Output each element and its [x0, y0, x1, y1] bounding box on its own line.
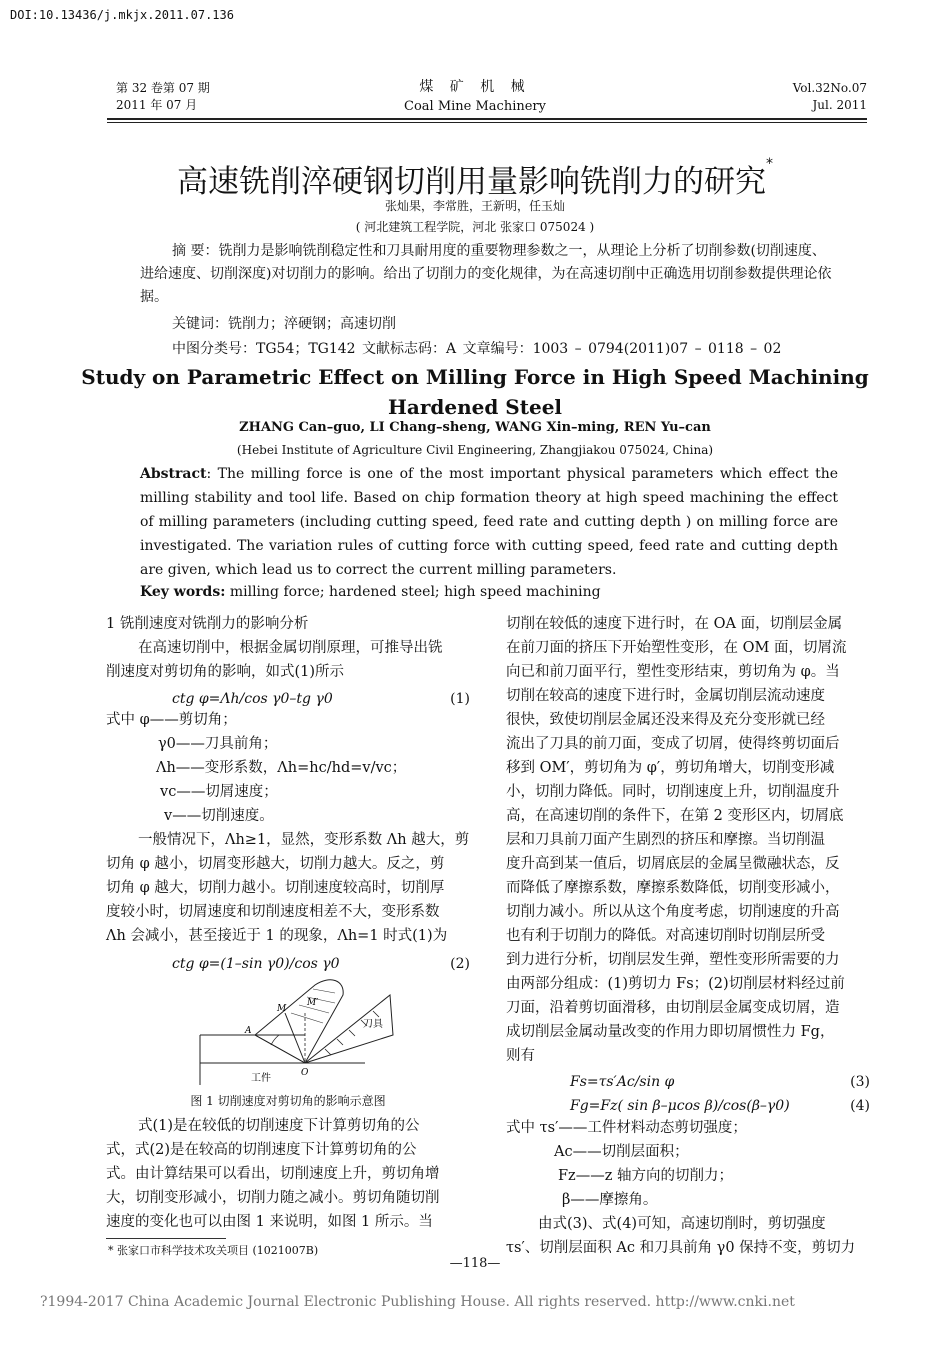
point-m-label: M [277, 1004, 287, 1014]
paragraph-line: 式，式(2)是在较高的切削速度下计算剪切角的公 [106, 1142, 417, 1158]
footnote-rule [106, 1238, 226, 1239]
paragraph-line: 也有利于切削力的降低。对高速切削时切削层所受 [506, 928, 825, 944]
cn-keywords: 关键词：铣削力；淬硬钢；高速切削 [172, 316, 396, 332]
where-line: 式中 τs′——工件材料动态剪切强度； [506, 1120, 747, 1136]
en-affiliation: (Hebei Institute of Agriculture Civil Engineering, Zhangjiakou 075024, China) [236, 443, 714, 457]
paragraph-line: 则有 [506, 1048, 535, 1064]
cn-affiliation: ( 河北建筑工程学院，河北 张家口 075024 ) [355, 220, 595, 234]
paragraph-line: 在高速切削中，根据金属切削原理，可推导出铣 [138, 640, 443, 656]
where-line: vc——切屑速度； [160, 784, 278, 800]
equation-2: ctg φ=(1–sin γ0)/cos γ0 [172, 956, 340, 972]
paragraph-line: 流出了刀具的前刀面，变成了切屑，使得终剪切面后 [506, 736, 840, 752]
title-footnote-mark: * [766, 156, 773, 172]
paragraph-line: 移到 OM′，剪切角为 φ′，剪切角增大，切削变形减 [506, 760, 835, 776]
paragraph-line: 一般情况下，Λh≥1，显然，变形系数 Λh 越大，剪 [138, 832, 470, 848]
en-title-line1: Study on Parametric Effect on Milling Force in High Speed Machining [81, 365, 869, 389]
year-month: 2011 年 07 月 [116, 98, 198, 112]
en-abstract-label: Abstract [140, 466, 207, 482]
journal-name-cn: 煤 矿 机 械 [419, 79, 531, 95]
en-abstract-text: : The milling force is one of the most important physical parameters which effect the milling stability and tool life. Based on chip formation theory at high speed machining the effect of milling parameters (including cutting speed, feed rate and cutting depth ) on milling force are investigated. The variation rules of cutting force with cutting speed, feed rate and cutting depth are given, which lead us to correct the current milling parameters. [140, 466, 838, 578]
point-mprime-label: M′ [307, 998, 319, 1008]
tool-label: 刀具 [363, 1019, 383, 1030]
equation-1: ctg φ=Λh/cos γ0–tg γ0 [172, 691, 333, 707]
cnki-copyright: ?1994-2017 China Academic Journal Electronic Publishing House. All rights reserved. http://www.cnki.net [40, 1294, 795, 1310]
en-keywords-text: milling force; hardened steel; high speed machining [225, 584, 601, 600]
paragraph-line: 成切削层金属动量改变的作用力即切屑惯性力 Fg， [506, 1024, 835, 1040]
en-authors: ZHANG Can–guo, LI Chang–sheng, WANG Xin–ming, REN Yu–can [239, 420, 711, 435]
paragraph-line: 高，在高速切削的条件下，在第 2 变形区内，切屑底 [506, 808, 844, 824]
paragraph-line: 式(1)是在较低的切削速度下计算剪切角的公 [138, 1118, 420, 1134]
where-line: Ac——切削层面积； [554, 1144, 689, 1160]
paragraph-line: 切削力减小。所以从这个角度考虑，切削速度的升高 [506, 904, 840, 920]
where-line: γ0——刀具前角； [158, 736, 278, 752]
doi-line: DOI:10.13436/j.mkjx.2011.07.136 [10, 8, 234, 22]
cn-abstract: 摘 要：铣削力是影响铣削稳定性和刀具耐用度的重要物理参数之一，从理论上分析了切削参数(切削速度、进给速度、切削深度)对切削力的影响。给出了切削力的变化规律，为在高速切削中正确选用切削参数提供理论依据。 [140, 243, 832, 305]
en-keywords-label: Key words: [140, 584, 226, 600]
paragraph-line: 切角 φ 越大，切削力越小。切削速度较高时，切削厚 [106, 880, 445, 896]
paragraph-line: 切削在较高的速度下进行时，金属切削层流动速度 [506, 688, 825, 704]
header-rule-thin [107, 122, 867, 123]
cn-classification: 中图分类号：TG54；TG142 文献标志码：A 文章编号：1003 – 0794(2011)07 – 0118 – 02 [172, 341, 782, 357]
paragraph-line: 切角 φ 越小，切屑变形越大，切削力越大。反之，剪 [106, 856, 445, 872]
equation-3: Fs=τs′Ac/sin φ [570, 1074, 675, 1090]
page-number: —118— [449, 1256, 501, 1271]
shear-angle-diagram [195, 975, 395, 1085]
paragraph-line: 式。由计算结果可以看出，切削速度上升，剪切角增 [106, 1166, 440, 1182]
right-column [506, 612, 870, 1262]
paragraph-line: 在前刀面的挤压下开始塑性变形，在 OM 面，切屑流 [506, 640, 847, 656]
equation-4-number: (4) [850, 1098, 870, 1114]
point-o-label: O [301, 1068, 309, 1078]
paragraph-line: 到力进行分析，切削层发生弹，塑性变形所需要的力 [506, 952, 840, 968]
en-title [0, 362, 950, 422]
en-title-line2: Hardened Steel [387, 395, 563, 419]
left-column-continued [106, 1114, 470, 1234]
paragraph-line: 向已和前刀面平行，塑性变形结束，剪切角为 φ。当 [506, 664, 840, 680]
workpiece-label: 工件 [251, 1073, 271, 1084]
paragraph-line: 小，切削力降低。同时，切削速度上升，切削温度升 [506, 784, 840, 800]
figure-1 [195, 975, 395, 1085]
paragraph-line: 大，切削变形减小，切削力随之减小。剪切角随切削 [106, 1190, 440, 1206]
paragraph-line: Λh 会减小，甚至接近于 1 的现象，Λh=1 时式(1)为 [106, 928, 448, 944]
volume-en: Vol.32No.07 [792, 81, 867, 95]
volume-issue: 第 32 卷第 07 期 [116, 81, 210, 95]
equation-1-number: (1) [450, 691, 470, 707]
paragraph-line: 削速度对剪切角的影响，如式(1)所示 [106, 664, 345, 680]
journal-name-en: Coal Mine Machinery [404, 99, 546, 114]
paragraph-line: 而降低了摩擦系数，摩擦系数降低，切削变形减小， [506, 880, 840, 896]
where-line: v——切削速度。 [164, 808, 274, 824]
paragraph-line: 速度的变化也可以由图 1 来说明，如图 1 所示。当 [106, 1214, 433, 1230]
paragraph-line: 很快，致使切削层金属还没来得及充分变形就已经 [506, 712, 825, 728]
journal-volume-en [793, 80, 867, 114]
where-line: Fz——z 轴方向的切削力； [558, 1168, 733, 1184]
cn-title [0, 156, 950, 201]
en-abstract [140, 462, 838, 582]
equation-2-number: (2) [450, 956, 470, 972]
paragraph-line: 刀面，沿着剪切面滑移，由切削层金属变成切屑，造 [506, 1000, 840, 1016]
date-en: Jul. 2011 [812, 98, 867, 112]
equation-3-number: (3) [850, 1074, 870, 1090]
section-heading: 1 铣削速度对铣削力的影响分析 [106, 616, 309, 632]
where-line: 式中 φ——剪切角； [106, 712, 237, 728]
point-a-label: A [245, 1026, 252, 1036]
paragraph-line: 切削在较低的速度下进行时，在 OA 面，切削层金属 [506, 616, 843, 632]
paragraph-line: 度较小时，切屑速度和切削速度相差不大，变形系数 [106, 904, 440, 920]
footnote: * 张家口市科学技术攻关项目 (1021007B) [108, 1244, 319, 1257]
paragraph-line: 度升高到某一值后，切屑底层的金属呈微融状态，反 [506, 856, 840, 872]
header-rule [107, 118, 867, 120]
equation-4: Fg=Fz( sin β–μcos β)/cos(β–γ0) [570, 1098, 790, 1114]
cn-title-text: 高速铣削淬硬钢切削用量影响铣削力的研究 [177, 164, 766, 200]
cn-authors: 张灿果，李常胜，王新明，任玉灿 [384, 199, 565, 213]
where-line: β——摩擦角。 [562, 1192, 658, 1208]
paragraph-line: 由两部分组成：(1)剪切力 Fs；(2)切削层材料经过前 [506, 976, 845, 992]
en-keywords [140, 584, 601, 600]
where-line: Λh——变形系数，Λh=hc/hd=v/vc； [156, 760, 407, 776]
figure-1-caption: 图 1 切削速度对剪切角的影响示意图 [190, 1094, 386, 1108]
paragraph-line: 层和刀具前刀面产生剧烈的挤压和摩擦。当切削温 [506, 832, 825, 848]
paragraph-line: τs′、切削层面积 Ac 和刀具前角 γ0 保持不变，剪切力 [506, 1240, 856, 1256]
paragraph-line: 由式(3)、式(4)可知，高速切削时，剪切强度 [538, 1216, 826, 1232]
